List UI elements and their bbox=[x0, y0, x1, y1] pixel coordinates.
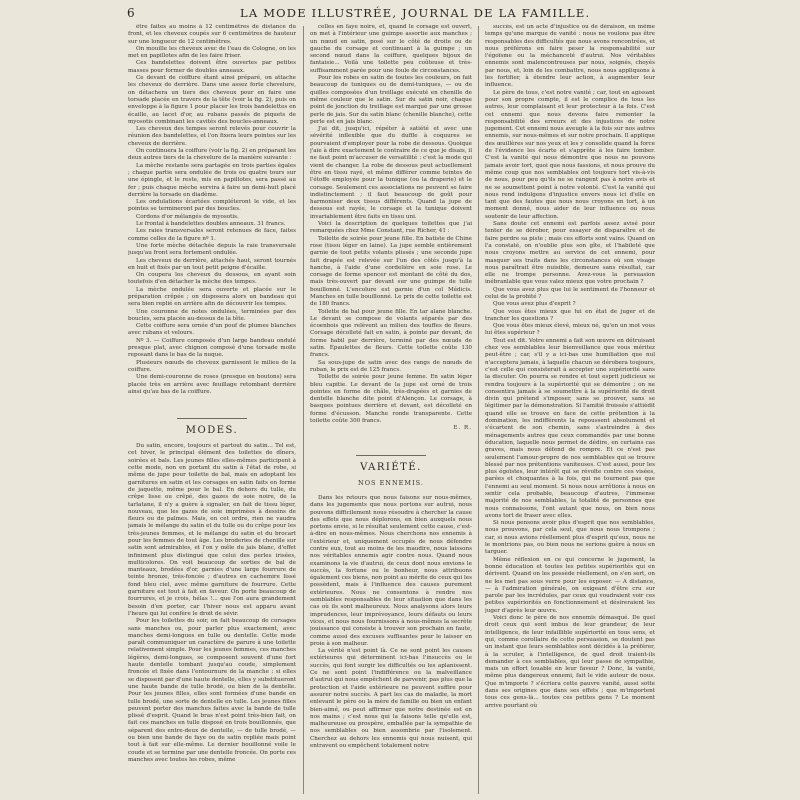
paragraph: Pour les toilettes du soir, on fait beaucoup de corsages sans manches ou, pour parler plus exactement, avec manches demi-longues en tulle ou dentelle. Cette mode paraît communiquer un caractère de parure à une toilette relativement simple. Pour les jeunes femmes, ces manches légères, demi-longues, se composent souvent d'une fort haute dentelle tombant jusqu'au coude, simplement froncée et fixée dans l'entournure de la manche ; si elles se disposent par d'une haute dentelle, elles y substitueront une haute bande de tulle brodé, ou bien de la dentelle. Pour les jeunes filles, elles sont formées d'une bande en tulle brodé, une sorte de dentelle en tulle. Les jeunes filles peuvent porter des manches faites avec la bande de tulle plissé d'esprit. Quand le bras n'est point très-bien fait, on fait ces manches en tulle disposé en trois bouillonnés, que séparent des entre-deux de dentelle, — de tulle brodé, — ou bien une bande de faye ou de satin repliée mais point tout à fait sur elle-même. Le dernier bouillonné voile le coude et se termine par une dentelle froncée. On porte ces manches avec toutes les robes, même bbox=[128, 618, 296, 763]
paragraph: Toilette de bal pour jeune fille. En tar alane blanche. Le devant se compose de volants séparés par des écoenbois que relèvent au milieu des touffes de fleurs. Corsage décolleté fait en satin, à pointe par devant, de forme habil par derrière, terminé par des nœuds de satin. Épaulettes de fleurs. Cette toilette coûte 130 francs. bbox=[310, 308, 472, 359]
paragraph: Ces bandelettes doivent être ouvertes par petites masses pour former de doubles anneaux. bbox=[128, 60, 296, 74]
modes-continued-text bbox=[310, 24, 472, 433]
paragraph: Voici donc le père de nos ennemis démasqué. De quel droit ceux qui sont imbus de leur grandeur, de leur intelligence, de leur infaillible supériorité en tous sens, et qui, comme corollaire de cette persuasion, se doutent pas un instant que leurs semblables sont décidés à la préférer, à la scruter, à l'intelligence, de quel droit iraient-ils demander à ces semblables, qui leur passe de sympathie, mais un effort louable en leur faveur ? Donc, la vanité, même plus dangereux ennemi, fait le vide autour de nous. Que m'importe ? s'écriera cette pauvre vanité, aussi sotte dans ses origines que dans ses effets ; que m'importent tous ces gens-là... toutes ces petites gens ? Le moment arrive pourtant où bbox=[485, 615, 655, 709]
paragraph: Sans doute cet ennemi est parfois assez avisé pour tenter de se dérober, pour essayer de disparaître et de faire perdre sa piste ; mais ces efforts sont vains. Quand on l'a constaté, on n'oublie plus son gîte, et l'habileté que nous croyons mettre au service de cet ennemi, pour masquer ses traits dans les circonstances où son visage nous paraîtrait être nuisible, demeure sans résultat, car elle ne trompe personne. Avez-vous la persuasion inébranlable que vous valez mieux que votre prochain ? bbox=[485, 221, 655, 286]
paragraph: Le frontal à bandelettes doubles anneaux. 31 francs. bbox=[136, 221, 286, 228]
paragraph: Sa sous-jupe de satin avec des rangs de nœuds de ruban, le prix est de 125 francs. bbox=[310, 359, 472, 373]
paragraph: Le père de tous, c'est notre vanité ; car, tout en agissant pour son propre compte, il est le complice de tous les autres, leur complaisant et leur protecteur à la fois. C'est cet ennemi que nous devons faire remonter la responsabilité des erreurs et des injustices de notre jugement. Cet ennemi nous aveugle à la fois sur nos autres ennemis, sur nous-mêmes et sur notre prochain. Il applique des œuillères sur nos yeux et les y consolide quand la force de l'évidence les écarte et s'apprête à les faire tomber. C'est la vanité qui nous démontre que nous ne pouvons jamais avoir tort, quoi que nous fassions, et nous prouve du même coup que nos semblables ont toujours tort vis-à-vis de nous, pour peu qu'ils ne se rangent pas à notre avis et ne se soumettent point à notre volonté. C'est la vanité qui nous rend indulgens d'injustice envers nous ici d'elle en tant que des fautes que nous nous croyons en tort, à un moment donné, nous aider de leur influence ou nous soutenir de leur affection. bbox=[485, 89, 655, 220]
paragraph: Une couronne de notes ondulées, terminées par des boucles, sera placée au-dessus de la tête. bbox=[128, 308, 296, 322]
paragraph: Que vous avez plus que lui le sentiment de l'honneur et celui de la probité ? bbox=[485, 286, 655, 300]
section-rule bbox=[177, 418, 247, 419]
paragraph: Plusieurs nœuds de cheveux garnissent le milieu de la coiffure. bbox=[128, 359, 296, 373]
paragraph: Même réflexion en ce qui concerne le jugement, la bonne éducation et toutes les petites supériorités qui en dérivent. Quand on les possède réellement, on s'en sert, on ne les met pas sous verre pour les exposer. — A distance, — à l'admiration générale, on exigeant d'être cru sur parole par les incrédules, par ceux qui voudraient voir ces petites supériorités en fonctionnement et désireraient les juger d'après leur œuvre. bbox=[485, 556, 655, 614]
paragraph: Une forte mèche détachée depuis la raie transversale jusqu'au front sera fortement ondulée. bbox=[128, 242, 296, 257]
modes-text bbox=[128, 443, 296, 764]
paragraph: Tout est dit. Votre ennemi a fait son œuvre en détruisant chez vos semblables leur bienveillance que vous méritez peut-être ; car, s'il y a ici-bas une humiliation que nul n'acceptera jamais, à laquelle chacun se dérobera toujours, c'est celle qui consisterait à accepter une supériorité sans la discuter. On pourra se rendre et tout esprit judicieux se rendra toujours à la supériorité qui se démontre ; on ne consentira jamais à se soumettre à la supériorité de droit divin qui prétend s'imposer, sans se prouver, sans se légitimer par la démonstration. Si l'amitié froissée s'attiédit quand elle se trouve en face de cette prétention à la domination, les indifférents la repoussent absolument et s'écartent de son chemin, sans s'astreindre à des ménagements autres que ceux commandés par une bonne éducation, laquelle nous permet de dédire, en certains cas graves, mais nous défend de rompre. Et ce n'est pas seulement l'amour-propre de nos semblables qui se trouve blessé par nos prétentions vaniteuses. C'est aussi, pour les plus égoïstes, leur intérêt qui se révolte contre ces visées, parées et choquantes à la fois, qui ne tournent pas que l'ennemi au seul moment. Si nous nous arrêtions à nous en sentir cela probable, beaucoup d'autres, l'immense majorité de nos semblables, la totalité de personnes que nous connaissons, l'ont autant que nous, on bien nous avons tort de fraser avec elles. bbox=[485, 337, 655, 519]
running-title: LA MODE ILLUSTRÉE, JOURNAL DE LA FAMILLE. bbox=[240, 6, 591, 20]
paragraph: On mouille les cheveux avec de l'eau de Cologne, on les met en papillotes afin de les faire friser. bbox=[128, 45, 296, 60]
paragraph: J'ai dit, jusqu'ici, répéter à satiété et avec une sévérité inflexible que du duffle à coquures se pourvaient d'employer pour la robe de dessous. Quoique j'aie à dire exactement le contraire de ce que je disais, il ne faut point m'accuser de versatilité : c'est la mode qui vient de changer. La robe de dessous peut actuellement être en tissu rayé, et même différer comme teintes de l'étoffe employée pour la tunique (ou la draperie) et le corsage. Seulement ces associations ne peuvent se faire indistinctement ; il faut beaucoup de goût pour harmoniser deux tissus différents. Quand la jupe de dessous est rayée, le corsage et la tunique doivent invariablement être faits en tissu uni. bbox=[310, 126, 472, 220]
paragraph: Les ondulations écartées compléteront le vide, et les pointes se termineront par des boucles. bbox=[128, 199, 296, 213]
paragraph: Cordons d'or mélangés de myosotis. bbox=[136, 213, 239, 220]
paragraph: Dans les retours que nous faisons sur nous-mêmes, dans les jugements que nous portons sur autrui, nous pouvons difficilement nous résoudre à chercher la cause des effets que nous déplorons, en bien auxquels nous portons envie, si le résultat seulement cette cause, c'est-à-dire en nous-mêmes. Nous cherchons nos ennemis à l'extérieur et, uniquement occupés de nous défendre contre eux, tout au moins de les maudire, nous laissons nos véritables ennemis agir contre nous. Quand nous examinons la vie d'autrui, de ceux dont nous envions le succès, la fortune ou le bonheur, nous attribuons également ces biens, non point au mérite de ceux qui les possèdent, mais à l'influence des causes purement extérieures. Nous ne consentons à rendre nos semblables responsables de leur situation que dans les cas où ils sont malheureux. Nous analysons alors leurs imprudences, leur imprévoyance, leurs défauts ou leurs vices, et nous nous fournissons à nous-mêmes la secrète jouissance qui consiste à trouver son prochain en faute, comme aussi des excuses suffisantes pour le laisser en proie à son malheur. bbox=[310, 494, 472, 647]
paragraph: On continuera la coiffure (voir la fig. 2) en préparant les deux autres tiers de la chevelure de la manière suivante : bbox=[128, 148, 296, 162]
paragraph: succès, est un acte d'injustice ou de déraison, en même temps qu'une marque de vanité : nous ne voulons pas être responsables des difficultés que nous avons rencontrées, et nous préférons en faire peser la responsabilité sur l'égoïsme ou la méchanceté d'autrui. Nos véritables ennemis sont malencontreuses par nous, soignés, choyés par nous, et, loin de les combattre, nous nous appliquons à les fortifier, à étendre leur action, à augmenter leur influence. bbox=[485, 24, 655, 89]
paragraph: La mèche ondulée sera ouverte et placée sur le préparation crêpée ; on disposera alors un bandeau qui sera bien replié en arrière afin de découvrir les tempes. bbox=[128, 286, 296, 308]
paragraph: être faites au moins à 12 centimètres de distance du front, et les cheveux coupés sur 6 centimètres de hauteur sur une longueur de 12 centimètres. bbox=[128, 24, 296, 45]
paragraph: Les raies transversales seront retenues de face, faites comme celles de la figure nº 1. bbox=[128, 228, 296, 242]
paragraph: Toilette de soirée pour jeune fille. En batiste de Chine rose (tissu léger en laine). La jupe semble entièrement garnie de tout petits volants plissés ; une seconde jupe fait drapée est relevée sur l'un des côtés jusqu'à la hanche, à l'aide d'une cordelière en soie rose. Le corsage de forme spencer est montant de côté du dos, mais très-ouvert par devant sur une guimpe de tulle bouillonné. L'encolure est garnie d'un col Médicis. Manches en tulle bouillonné. Le prix de cette toilette est de 180 francs. bbox=[310, 235, 472, 308]
paragraph: Que vous avez plus d'esprit ? bbox=[493, 301, 576, 308]
paragraph: Si nous pensons avoir plus d'esprit que nos semblables, nous prouvons, par cela seul, que nous nous trompons ; car, si nous avions réellement plus d'esprit qu'eux, nous ne le montrions pas, ou bien nous ne serions guère à nous en targuer. bbox=[485, 520, 655, 556]
paragraph: Les cheveux de derrière, attachés haut, seront tournés en huit et fixés par un tout petit peigne d'écaille. bbox=[128, 257, 296, 271]
column-3 bbox=[485, 24, 655, 794]
paragraph: On coupera les cheveux du dessous, en ayant soin toutefois d'en détacher la mèche des tempes. bbox=[128, 272, 296, 286]
paragraph: Que vous êtes mieux élevé, mieux né, qu'en un mot vous lui êtes supérieur ? bbox=[485, 323, 655, 337]
section-subtitle: NOS ENNEMIS. bbox=[358, 478, 424, 487]
paragraph: Ce devant de coiffure étant ainsi préparé, on attache les cheveux de derrière. Dans une assez forte chevelure, on détachera un tiers des cheveux pour en faire une torsade placée en travers de la tête (voir la fig. 2), puis on enveloppe à la figure 1 pour placer les trois bandelettes en écaille, au lacet d'or, au rubans passés de piquets de myosotis combinant les cavités des boucles-anneaux. bbox=[128, 75, 296, 125]
variete-text bbox=[310, 495, 472, 750]
section-title-modes: MODES. bbox=[185, 425, 239, 437]
paragraph: Pour les robes en satin de toutes les couleurs, on fait beaucoup de tuniques ou de demi-tuniques, — ou de quilles composées d'un treillage exécuté en chenille de même couleur que le satin. Sur du satin noir, chaque point de jonction du treillage est marqué par une grosse perle de jais. Sur du satin blanc (chenille blanche), cette perle est en jais blanc. bbox=[310, 75, 472, 125]
column-2 bbox=[310, 24, 472, 794]
author-signature: E. R. bbox=[453, 425, 472, 432]
paragraph: celles en faye noire, et, quand le corsage est ouvert, on met à l'intérieur une guimpe assortie aux manches ; un nœud en satin, posé sur le côté de droite ou de gauche du corsage et continuant à la guimpe ; un second nœud dans la coiffure, quelques bijoux de fantaisie... Voilà une toilette peu coûteuse et très-suffisamment parée pour une foule de circonstances. bbox=[310, 24, 472, 74]
paragraph: Cette coiffure sera ornée d'un pouf de plumes blanches avec rubans et velours. bbox=[128, 323, 296, 337]
paragraph: Une demi-couronne de roses (presque en boutons) sera placée très en arrière avec feuillage retombant derrière ainsi qu'au bas de la coiffure. bbox=[128, 374, 296, 395]
paragraph: La vérité n'est point là. Ce ne sont point les causes extérieures qui déterminent ici-bas l'insuccès ou le succès, qui font surgir les difficultés ou les aplanissent. Ce ne sont point l'indifférence ou la malveillance d'autrui qui nous empêchent de parvenir, pas plus que la protection et l'aide extérieure ne peuvent suffire pour assurer notre succès. A part les cas de maladie, la mort enlevant le père ou la mère de famille ou bien un enfant bien-aimé, ou peut affirmer que notre destinée est en nos mains ; c'est nous qui la faisons telle qu'elle est, malheureuse ou prospère, emballée par la sympathie de nos semblables ou bien assombrie par l'isolement. Cherchez au dehors les ennemis qui nous nuisent, qui entravent ou empêchent totalement notre bbox=[310, 648, 472, 750]
column-divider-1 bbox=[303, 26, 304, 794]
paragraph: Toilette de soirée pour jeune femme. En satin léger bleu capitie. Le devant de la jupe est orné de trois pointes en forme de châle, très-drapées et garnies de dentelle blanche dite point d'Alençon. Le corsage, à basques pointues derrière et devant, est décolleté en forme d'écusson. Manche ronde transparente. Cette toilette coûte 300 francs. bbox=[310, 374, 472, 425]
section-title-variete: VARIÉTÉ. bbox=[360, 461, 422, 473]
page-number: 6 bbox=[127, 6, 136, 20]
paragraph: Les cheveux des tempes seront relevés pour couvrir la réunion des bandelettes, et l'on fixera leurs pointes sur les cheveux de derrière. bbox=[128, 126, 296, 147]
column-divider-2 bbox=[478, 26, 479, 794]
coiffure-text bbox=[128, 24, 296, 396]
paragraph: Du satin, encore, toujours et partout du satin... Tel est, cet hiver, le principal élément des toilettes de dîners, soirées et bals. Les jeunes filles elles-mêmes participent à cette mode, non en portant du satin à l'état de robe, si même de jupe pour toilette de bal, mais en adoptant les garnitures en satin et les corsages en satin faits en forme de jaquette, même pour le bal. En dehors du tulle, du crêpe lisse ou crêpé, des gazes de soie noire, de la tarlatane, il n'y a guère à signaler, en fait de tissu léger, nouveau, que les gazes de soie imprimées à dessins de fleurs ou de palmes. Mais, en cet ordre, rien ne vaudra jamais le mélange du satin et du tulle ou du crêpe pour les très-jeunes femmes, et le mélange du satin et du brocart pour les femmes de tout âge. Les broderies de chenille sur satin sont admirables, et l'on y mêle du jais blanc, d'effet infiniment plus distingué que celui des perles irisées, multicolores. On voit beaucoup de sorties de bal de manteaux, brodées d'or, garnies d'une large fourrure de teinte bronze, très-foncée ; d'autres en cachemire lissé fond bleu ciel, avec même garniture de fourrure. Cette garniture est tout à fait en faveur. On porte beaucoup de fourrures, et je crois, hélas !... que l'on aura grandement besoin d'en porter, car l'hiver nous est apparu avant l'heure qui lui confère le droit de sévir. bbox=[128, 443, 296, 617]
paragraph: La mèche restante sera partagée en trois parties égales ; chaque partie sera ondulée de trois ou quatre tours sur une épingle, et le reste, mis en papillotes, sera passé au fer ; puis chaque mèche servira à faire un demi-huit placé derrière la torsade en diadème. bbox=[128, 162, 296, 198]
section-rule bbox=[356, 455, 426, 456]
paragraph: Voici la description de quelques toilettes que j'ai remarquées chez Mme Constant, rue Richer, 41 : bbox=[310, 221, 472, 235]
column-1 bbox=[128, 24, 296, 794]
paragraph: Nº 3. — Coiffure composée d'un large bandeau ondulé presque plat, avec chignon composé d'une torsade molle reposant dans le bas de la nuque. bbox=[128, 337, 296, 359]
paragraph: Que vous êtes mieux que lui en état de juger et de trancher les questions ? bbox=[485, 308, 655, 322]
